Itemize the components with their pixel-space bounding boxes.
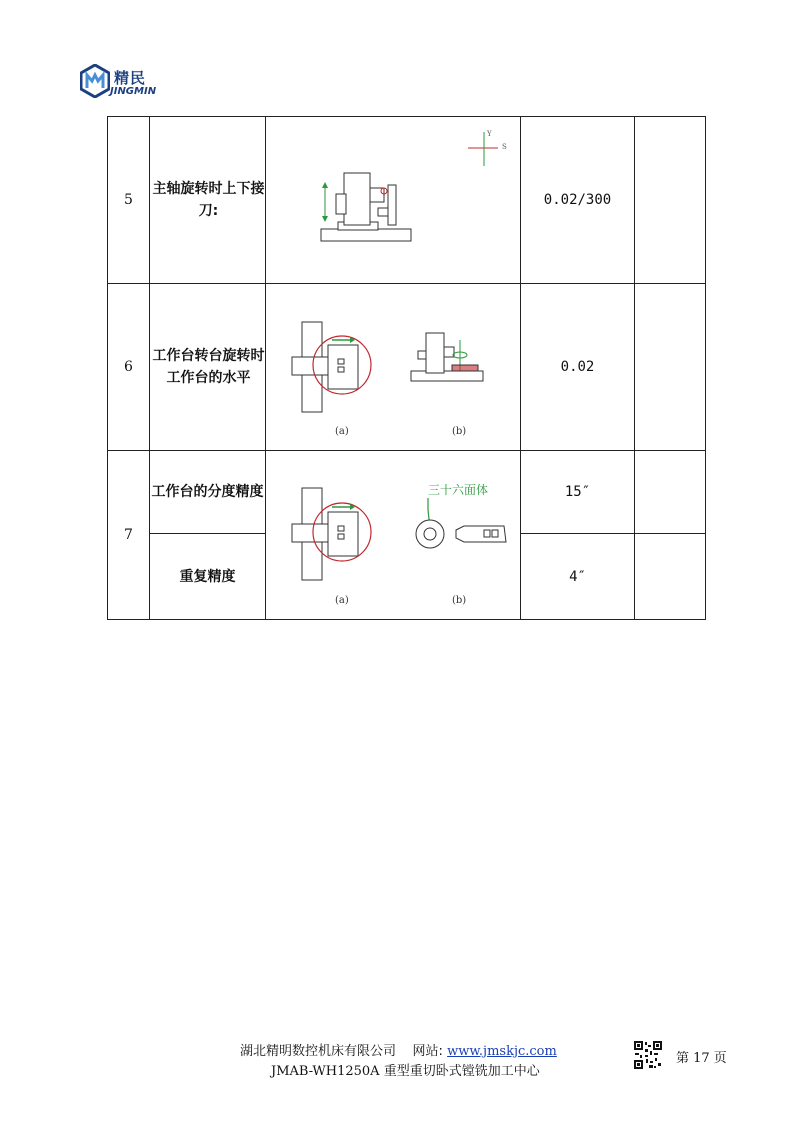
site-label: 网站: bbox=[412, 1044, 443, 1059]
empty-cell bbox=[635, 284, 706, 451]
logo-text-cn: 精民 bbox=[114, 69, 147, 87]
spindle-tool-diagram bbox=[266, 118, 520, 283]
row-number: 5 bbox=[108, 117, 150, 284]
row-item: 主轴旋转时上下接刀: bbox=[150, 117, 266, 284]
row-item: 工作台转台旋转时工作台的水平 bbox=[150, 284, 266, 451]
accuracy-table bbox=[107, 116, 706, 620]
logo-text-en: JINGMIN bbox=[110, 86, 157, 97]
indexing-diagram bbox=[266, 452, 520, 619]
row-value: 15″ bbox=[521, 451, 635, 534]
svg-text:S: S bbox=[502, 142, 507, 151]
row-value: 0.02 bbox=[521, 284, 635, 451]
qr-code-icon bbox=[634, 1041, 662, 1069]
table-row bbox=[108, 284, 706, 451]
table-row bbox=[108, 117, 706, 284]
row-item: 工作台的分度精度 bbox=[150, 451, 266, 534]
empty-cell bbox=[635, 117, 706, 284]
product-name: JMAB-WH1250A 重型重切卧式镗铣加工中心 bbox=[271, 1064, 540, 1079]
figure-label-a: (a) bbox=[335, 425, 349, 437]
table-row bbox=[108, 451, 706, 534]
figure-label-b: (b) bbox=[452, 425, 467, 437]
website-link[interactable]: www.jmskjc.com bbox=[447, 1044, 557, 1059]
company-logo bbox=[80, 64, 170, 104]
figure-callout: 三十六面体 bbox=[428, 482, 489, 497]
company-name: 湖北精明数控机床有限公司 bbox=[240, 1044, 397, 1059]
figure-cell bbox=[266, 284, 521, 451]
figure-cell bbox=[266, 117, 521, 284]
figure-label-a: (a) bbox=[335, 594, 349, 606]
row-value: 0.02/300 bbox=[521, 117, 635, 284]
table-level-diagram bbox=[266, 285, 520, 450]
row-value: 4″ bbox=[521, 534, 635, 620]
footer-line-1 bbox=[240, 1040, 557, 1059]
figure-label-b: (b) bbox=[452, 594, 467, 606]
figure-cell bbox=[266, 451, 521, 620]
logo-mark-icon bbox=[80, 64, 110, 98]
empty-cell bbox=[635, 534, 706, 620]
empty-cell bbox=[635, 451, 706, 534]
row-item: 重复精度 bbox=[150, 534, 266, 620]
row-number: 6 bbox=[108, 284, 150, 451]
svg-text:Y: Y bbox=[487, 129, 492, 138]
page-number: 第 17 页 bbox=[676, 1051, 727, 1066]
row-number: 7 bbox=[108, 451, 150, 620]
